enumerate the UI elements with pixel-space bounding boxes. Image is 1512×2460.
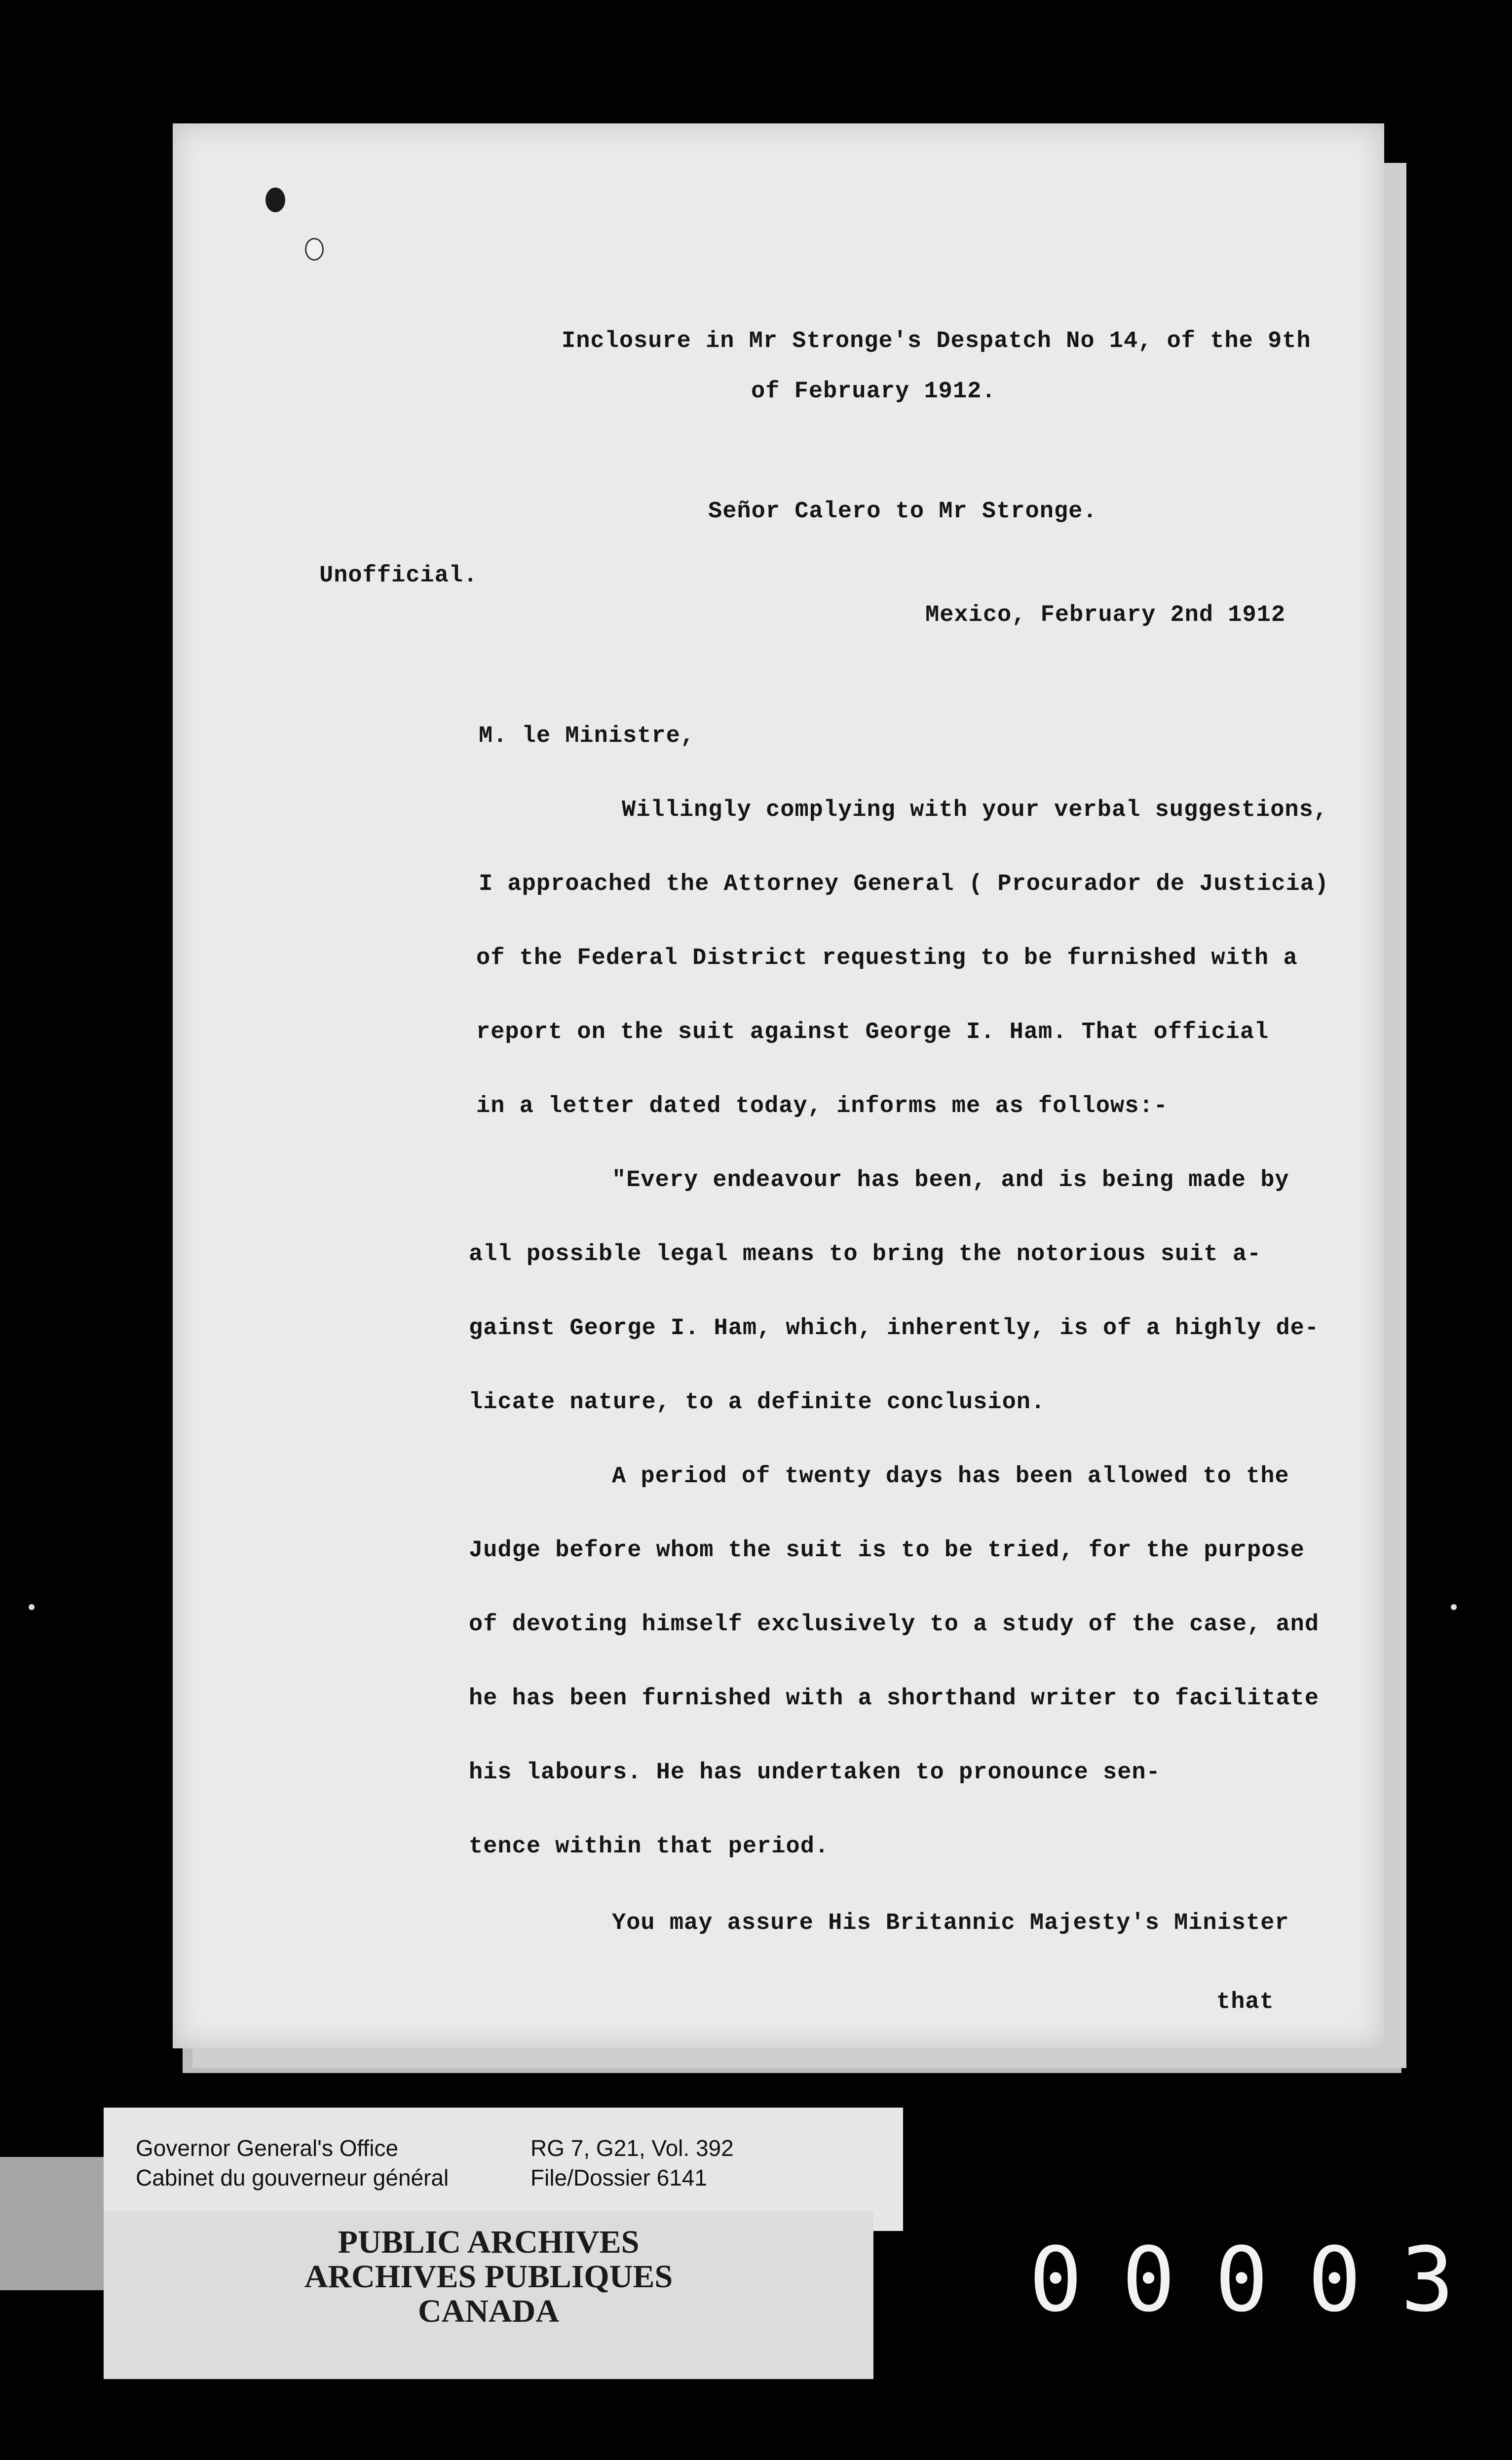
heading-line-2: of February 1912.	[751, 379, 996, 405]
body-line: report on the suit against George I. Ham. That official	[476, 1019, 1269, 1045]
frame-number: 00003	[1029, 2229, 1494, 2332]
body-line: gainst George I. Ham, which, inherently, is of a highly de-	[469, 1315, 1320, 1342]
archive-file: File/Dossier 6141	[530, 2165, 707, 2191]
body-line: of the Federal District requesting to be furnished with a	[476, 945, 1298, 971]
film-speck	[29, 1604, 35, 1610]
stamp-line-3: CANADA	[418, 2293, 559, 2329]
body-line: of devoting himself exclusively to a study of the case, and	[469, 1612, 1320, 1638]
punch-hole	[265, 188, 285, 212]
classification: Unofficial.	[319, 563, 478, 589]
body-line: You may assure His Britannic Majesty's Minister	[612, 1910, 1289, 1936]
body-line: in a letter dated today, informs me as follows:-	[476, 1093, 1168, 1119]
catchword: that	[1216, 1989, 1274, 2015]
body-line: his labours. He has undertaken to pronounce sen-	[469, 1760, 1161, 1786]
body-line: tence within that period.	[469, 1834, 830, 1860]
body-line: Willingly complying with your verbal suggestions,	[622, 797, 1328, 823]
place-date: Mexico, February 2nd 1912	[925, 602, 1286, 628]
archive-reference: RG 7, G21, Vol. 392	[530, 2135, 734, 2161]
body-line: A period of twenty days has been allowed to the	[612, 1463, 1289, 1490]
body-line: Judge before whom the suit is to be tried, for the purpose	[469, 1538, 1305, 1564]
archive-stamp	[104, 2211, 873, 2379]
body-line: licate nature, to a definite conclusion.	[469, 1389, 1046, 1416]
punch-hole	[305, 238, 324, 261]
stamp-line-2: ARCHIVES PUBLIQUES	[304, 2259, 673, 2295]
heading-line-1: Inclosure in Mr Stronge's Despatch No 14, of the 9th	[562, 328, 1311, 354]
body-line: he has been furnished with a shorthand writer to facilitate	[469, 1686, 1320, 1712]
stamp-line-1: PUBLIC ARCHIVES	[338, 2224, 640, 2260]
office-en: Governor General's Office	[136, 2135, 399, 2161]
salutation: M. le Ministre,	[479, 723, 695, 749]
subheading: Señor Calero to Mr Stronge.	[708, 499, 1097, 525]
body-line: "Every endeavour has been, and is being made by	[612, 1167, 1289, 1193]
body-line: all possible legal means to bring the notorious suit a-	[469, 1241, 1262, 1268]
body-line: I approached the Attorney General ( Procurador de Justicia)	[479, 871, 1329, 897]
film-speck	[1451, 1604, 1457, 1610]
office-fr: Cabinet du gouverneur général	[136, 2165, 449, 2191]
letter-page	[173, 123, 1384, 2048]
